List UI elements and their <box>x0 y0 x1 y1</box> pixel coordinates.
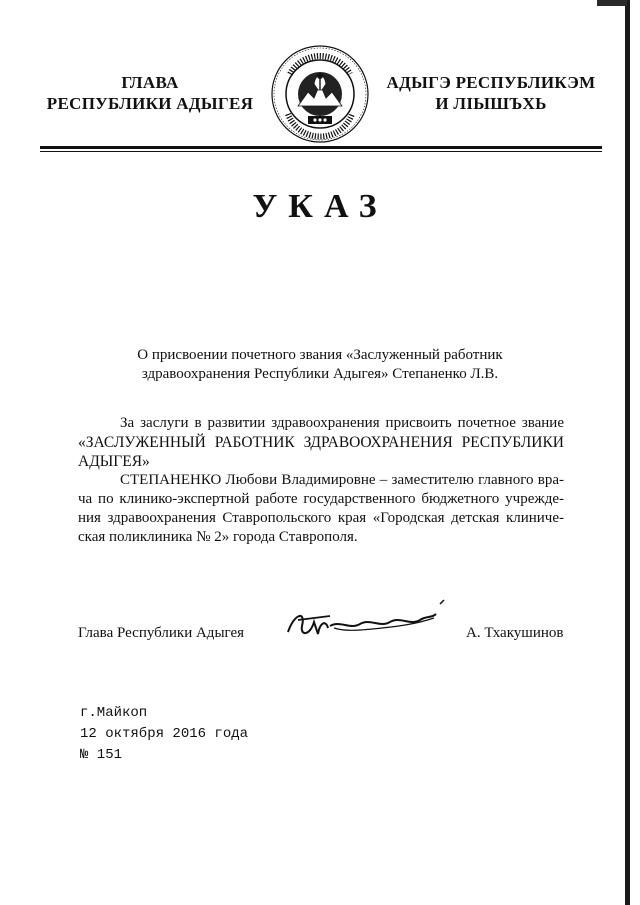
decree-body <box>78 414 564 547</box>
header-right-line1: АДЫГЭ РЕСПУБЛИКЭМ <box>386 73 596 92</box>
body-line1: За заслуги в развитии здравоохранения присвоить почетное звание <box>120 415 564 431</box>
decree-subject <box>100 346 540 384</box>
subject-line2: здравоохранения Республики Адыгея» Степаненко Л.В. <box>141 366 499 382</box>
header-rule-thin <box>40 151 602 152</box>
header-left-title <box>40 72 260 114</box>
scan-edge-shadow <box>625 0 630 905</box>
subject-line1: О присвоении почетного звания «Заслуженный работник <box>137 347 503 363</box>
signatory-name: А. Тхакушинов <box>466 625 564 641</box>
header-left-line1: ГЛАВА <box>121 73 179 92</box>
header-left-line2: РЕСПУБЛИКИ АДЫГЕЯ <box>46 94 254 113</box>
republic-of-adygea-coat-of-arms-icon <box>268 44 372 144</box>
footer-date: 12 октября 2016 года <box>80 726 249 742</box>
footer-city: г.Майкоп <box>80 705 148 721</box>
body-line7: ская поликлиника № 2» города Ставрополя. <box>78 529 358 545</box>
decree-title: УКАЗ <box>252 188 388 225</box>
handwritten-signature-icon <box>284 592 454 648</box>
body-line5: ча по клинико-экспертной работе государственного бюджетного учрежде- <box>78 491 564 507</box>
body-line3: АДЫГЕЯ» <box>78 453 150 470</box>
header-right-line2: И ЛІЫШЪХЬ <box>435 94 547 113</box>
body-line2: «ЗАСЛУЖЕННЫЙ РАБОТНИК ЗДРАВООХРАНЕНИЯ РЕСПУБЛИКИ <box>78 434 564 451</box>
signatory-position: Глава Республики Адыгея <box>78 625 245 641</box>
footer-number: № 151 <box>80 747 123 763</box>
scan-corner-mark <box>597 0 627 6</box>
header-right-title <box>386 72 596 114</box>
body-line6: ния здравоохранения Ставропольского края «Городская детская клиниче- <box>78 510 564 526</box>
decree-footer <box>80 703 248 766</box>
body-line4: СТЕПАНЕНКО Любови Владимировне – заместителю главного вра- <box>120 472 564 488</box>
header-rule-thick <box>40 146 602 149</box>
